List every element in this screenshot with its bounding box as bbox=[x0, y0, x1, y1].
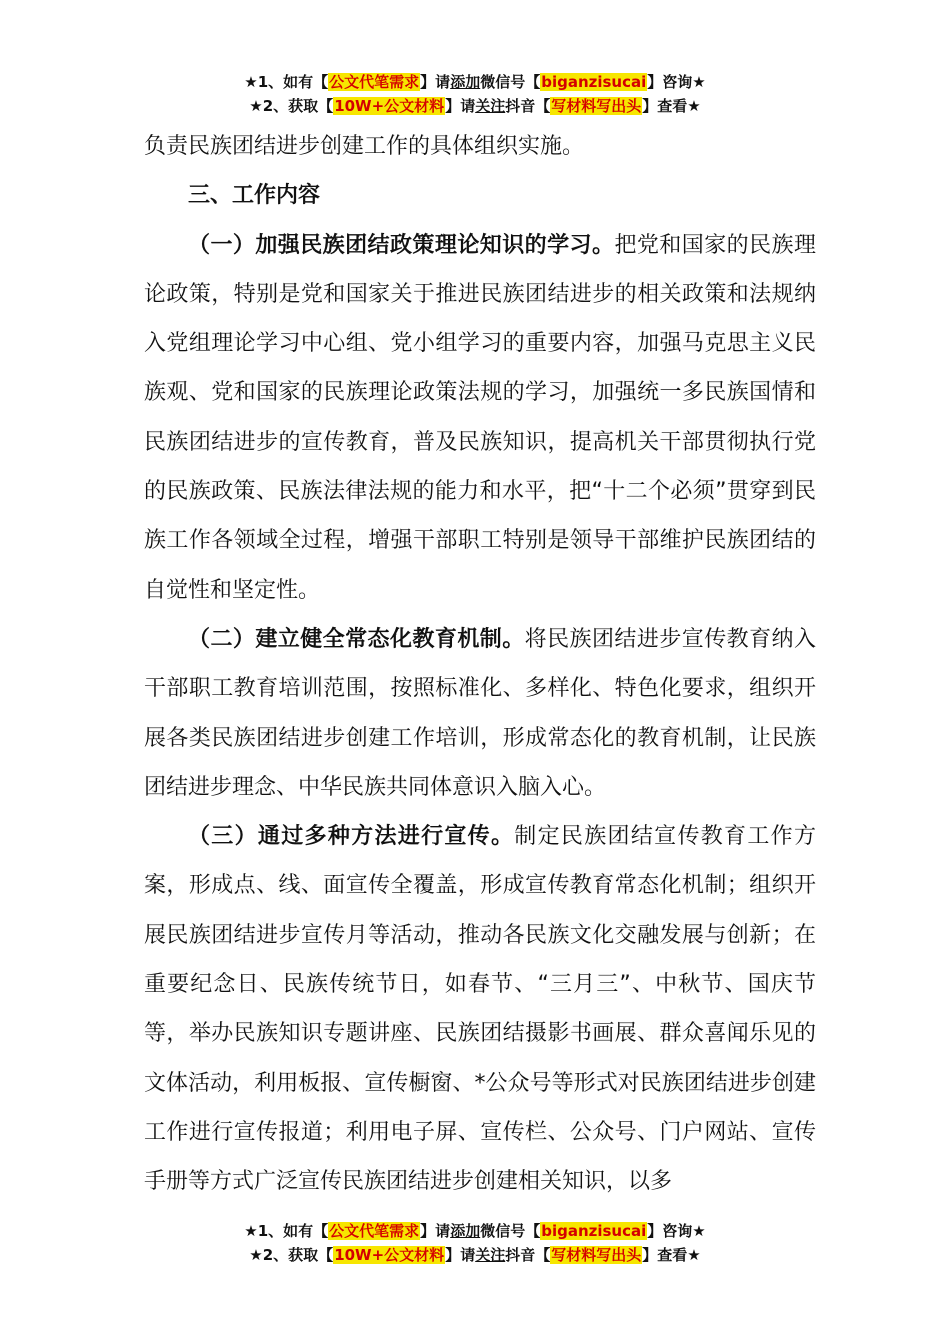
promo-text: 】请 bbox=[420, 73, 451, 91]
paragraph-title: （一）加强民族团结政策理论知识的学习。 bbox=[188, 232, 615, 258]
paragraph-text: 制定民族团结宣传教育工作方案，形成点、线、面宣传全覆盖，形成宣传教育常态化机制；组织开展民族团结进步宣传月等活动，推动各民族文化交融发展与创新；在重要纪念日、民族传统节日，如春节、“三月三”、中秋节、国庆节等，举办民族知识专题讲座、民族团结摄影书画展、群众喜闻乐见的文体活动，利用板报、宣传橱窗、*公众号等形式对民族团结进步创建工作进行宣传报道；利用电子屏、宣传栏、公众号、门户网站、宣传手册等方式广泛宣传民族团结进步创建相关知识，以多 bbox=[144, 824, 816, 1195]
paragraph-title: （三）通过多种方法进行宣传。 bbox=[188, 824, 515, 850]
promo-highlight: 10W+公文材料 bbox=[334, 1246, 445, 1264]
paragraph-title: （二）建立健全常态化教育机制。 bbox=[188, 626, 525, 652]
paragraph-1 bbox=[144, 221, 816, 615]
intro-paragraph: 负责民族团结进步创建工作的具体组织实施。 bbox=[144, 134, 585, 159]
bottom-promo-banner bbox=[0, 1219, 950, 1267]
paragraph-text: 将民族团结进步宣传教育纳入干部职工教育培训范围，按照标准化、多样化、特色化要求，组织开展各类民族团结进步创建工作培训，形成常态化的教育机制，让民族团结进步理念、中华民族共同体意识入脑入心。 bbox=[144, 626, 816, 800]
promo-line-2 bbox=[0, 94, 950, 118]
paragraph-3 bbox=[144, 812, 816, 1206]
promo-text: 】请 bbox=[420, 1222, 451, 1240]
promo-highlight: 10W+公文材料 bbox=[334, 97, 445, 115]
promo-text: 】查看★ bbox=[642, 97, 701, 115]
document-body bbox=[144, 122, 816, 1207]
promo-highlight: 写材料写出头 bbox=[551, 97, 642, 115]
promo-text: 微信号【 bbox=[480, 1222, 541, 1240]
promo-emphasis: 关注 bbox=[475, 97, 506, 115]
promo-line-1 bbox=[0, 70, 950, 94]
promo-highlight: biganzisucai bbox=[541, 73, 647, 91]
paragraph-text: 把党和国家的民族理论政策，特别是党和国家关于推进民族团结进步的相关政策和法规纳入党组理论学习中心组、党小组学习的重要内容，加强马克思主义民族观、党和国家的民族理论政策法规的学习，加强统一多民族国情和民族团结进步的宣传教育，普及民族知识，提高机关干部贯彻执行党的民族政策、民族法律法规的能力和水平，把“十二个必须”贯穿到民族工作各领域全过程，增强干部职工特别是领导干部维护民族团结的自觉性和坚定性。 bbox=[144, 232, 816, 603]
promo-text: 抖音【 bbox=[505, 1246, 551, 1264]
promo-emphasis: 添加 bbox=[450, 1222, 481, 1240]
promo-text: 】查看★ bbox=[642, 1246, 701, 1264]
promo-emphasis: 添加 bbox=[450, 73, 481, 91]
promo-text: 】请 bbox=[445, 1246, 476, 1264]
section-title: 三、工作内容 bbox=[188, 183, 321, 209]
promo-text: ★2、获取【 bbox=[249, 1246, 334, 1264]
paragraph-2 bbox=[144, 615, 816, 812]
promo-highlight: 公文代笔需求 bbox=[329, 1222, 420, 1240]
promo-text: 】咨询★ bbox=[647, 73, 706, 91]
promo-text: 】请 bbox=[445, 97, 476, 115]
promo-highlight: biganzisucai bbox=[541, 1222, 647, 1240]
top-promo-banner bbox=[0, 70, 950, 118]
promo-line-2 bbox=[0, 1243, 950, 1267]
promo-text: ★2、获取【 bbox=[249, 97, 334, 115]
promo-text: 微信号【 bbox=[480, 73, 541, 91]
promo-text: 】咨询★ bbox=[647, 1222, 706, 1240]
promo-line-1 bbox=[0, 1219, 950, 1243]
promo-text: 抖音【 bbox=[505, 97, 551, 115]
promo-highlight: 写材料写出头 bbox=[551, 1246, 642, 1264]
promo-text: ★1、如有【 bbox=[244, 1222, 329, 1240]
promo-highlight: 公文代笔需求 bbox=[329, 73, 420, 91]
promo-text: ★1、如有【 bbox=[244, 73, 329, 91]
promo-emphasis: 关注 bbox=[475, 1246, 506, 1264]
